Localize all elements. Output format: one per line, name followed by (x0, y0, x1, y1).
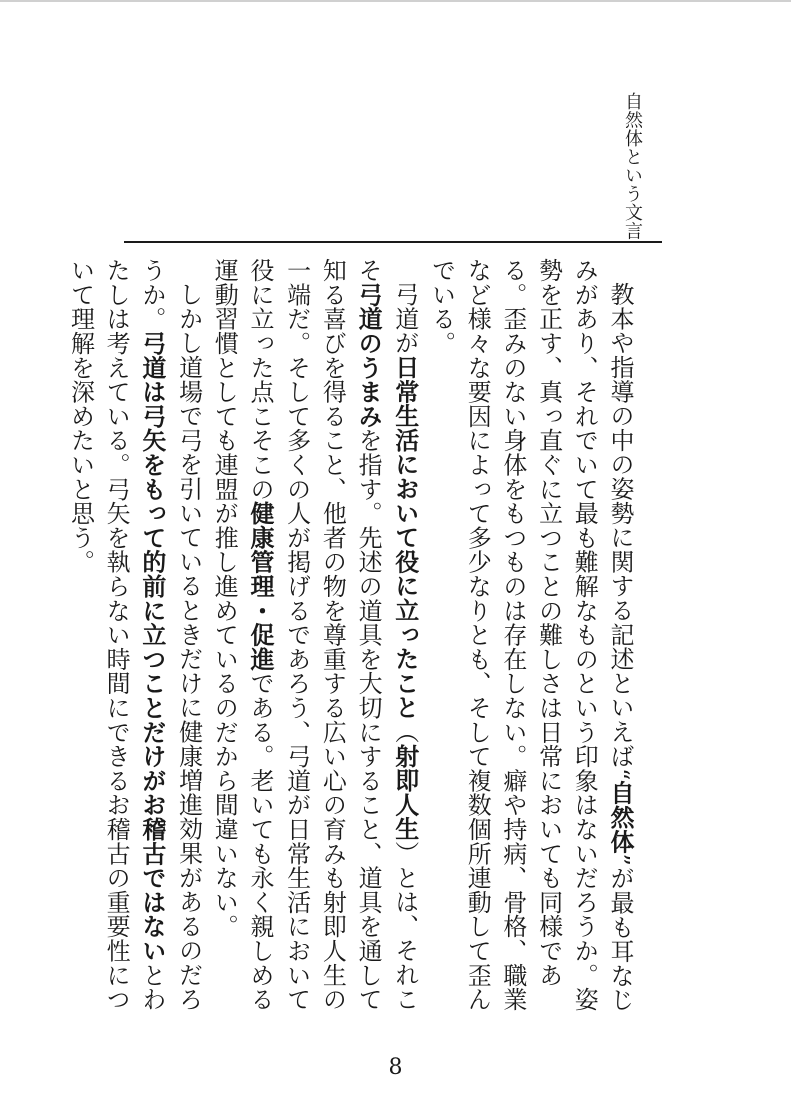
body-text (66, 258, 638, 1018)
header-rule (124, 241, 662, 243)
bold-phrase: 弓道は弓矢をもって的前に立つことだけがお稽古ではない (137, 330, 167, 963)
text-segment: しかし道場で弓を引いているときだけに健康増進効果があるのだろうか。 (137, 258, 203, 1011)
top-border-line (0, 0, 791, 2)
paragraph (62, 258, 206, 1018)
text-segment: ）とは、それこそ (354, 258, 419, 1012)
text-segment: 弓道が (390, 282, 419, 355)
text-segment: ”が最も耳なじみがあり、それでいて最も難解なものという印象はないだろうか。姿勢を正す、真っ直ぐに立つことの難しさは日常においても同様である。歪みのない身体をもつものは存在しない。癖や持病、骨格、職業など様々な要因によって多少なりとも、そして複数個所連動して歪んでいる。 (427, 258, 634, 1012)
paragraph (423, 258, 638, 1018)
running-header: 自然体という文言 (622, 92, 643, 240)
text-segment: （ (390, 719, 419, 744)
text-segment: を指す。先述の道具を大切にすること、道具を通して知る喜びを得ること、他者の物を尊重する広い心の育みも射即人生の一端だ。そして多くの人が掲げるであろう、弓道が日常生活において役に立った点こそこの (245, 258, 383, 1012)
bold-phrase: 弓道のうまみ (354, 282, 384, 429)
bold-phrase: 射即人生 (390, 743, 420, 841)
text-segment: 教本や指導の中の姿勢に関する記述といえば“ (606, 282, 634, 781)
page-number: 8 (388, 1055, 403, 1080)
bold-phrase: 日常生活において役に立ったこと (390, 354, 420, 720)
text-segment: とわたしは考えている。弓矢を執らない時間にできるお稽古の重要性について理解を深めたいと思う。 (66, 258, 166, 1012)
bold-phrase: 健康管理・促進 (245, 501, 275, 672)
bold-phrase: 自然体 (606, 780, 635, 854)
paragraph (206, 258, 423, 1018)
text-segment: である。老いても永く親しめる運動習慣としても連盟が推し進めているのだから間違いない。 (210, 258, 274, 1012)
